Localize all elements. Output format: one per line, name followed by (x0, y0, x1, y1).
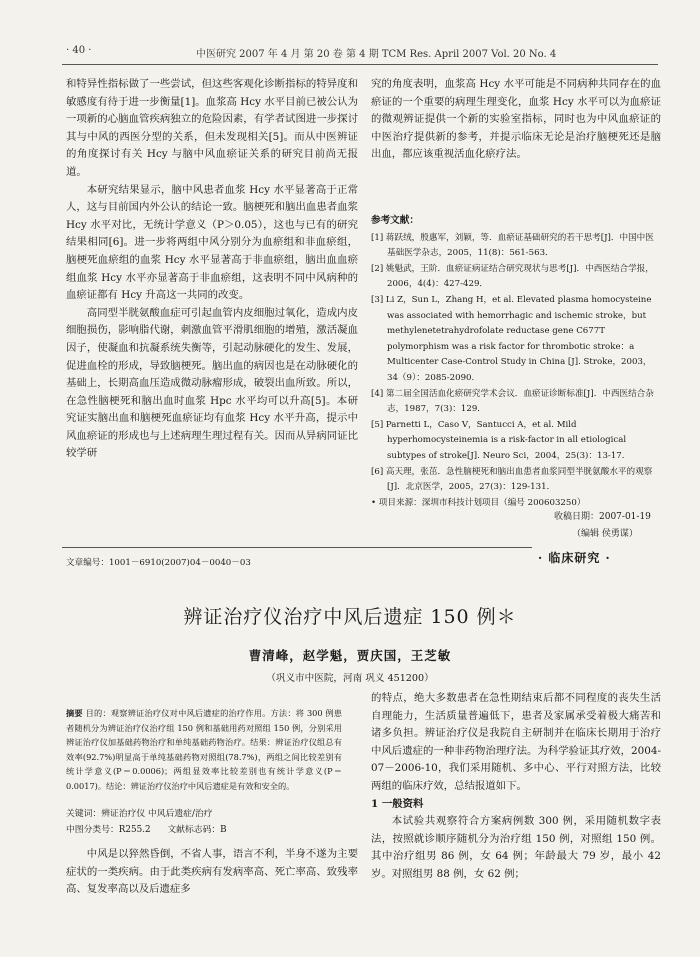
references-title: 参考文献： (371, 215, 419, 226)
classification (66, 822, 356, 835)
abstract-text: 目的：观察辨证治疗仪对中风后遗症的治疗作用。方法：将 300 例患者随机分为辨证治疗仪治疗组 150 例和基础用药对照组 150 例，分别采用辨证治疗仪加基础药物治疗和单纯基础药物治疗。结果：辨证治疗仪组总有效率(92.7%)明显高于单纯基础药物对照组(78.7%)，两组之间比较差别有统计学意义(P＝0.0006)；两组显效率比较差别也有统计学意义(P＝0.0017)。结论：辨证治疗仪治疗中风后遗症是有效和安全的。 (66, 708, 342, 791)
clc-number: 中图分类号：R255.2 (66, 825, 151, 835)
fund-note: • 项目来源：深圳市科技计划项目（编号 200603250） (371, 497, 586, 508)
intro-left-column (66, 846, 358, 899)
section-heading: 1 一般资料 (371, 797, 424, 810)
article-title: 辨证治疗仪治疗中风后遗症 150 例＊ (183, 606, 517, 628)
journal-info: 中医研究 2007 年 4 月 第 20 卷 第 4 期 TCM Res. April 2007 Vol. 20 No. 4 (196, 49, 557, 60)
paragraph: 中风是以猝然昏倒，不省人事，语言不利，半身不遂为主要症状的一类疾病。由于此类疾病有发病率高、死亡率高、致残率高、复发率高以及后遗症多 (66, 848, 358, 896)
reference-item: [6] 高天理，张茁．急性脑梗死和脑出血患者血浆同型半胱氨酸水平的观察[J]．北京医学，2005，27(3)：129-131． (371, 466, 653, 493)
reference-item: [4] 第二届全国活血化瘀研究学术会议．血瘀证诊断标准[J]．中西医结合杂志，1987，7(3)：129． (371, 388, 654, 415)
section-rule (62, 547, 532, 548)
header-rule (62, 64, 658, 65)
paragraph: 本试验共观察符合方案病例数 300 例，采用随机数字表法，按照就诊顺序随机分为治疗组 150 例，对照组 150 例。其中治疗组男 86 例，女 64 例；年龄最大 79 岁，最小 42 岁。对照组男 88 例，女 62 例； (371, 815, 661, 880)
affiliation: （巩义市中医院，河南 巩义 451200） (266, 673, 434, 684)
article-number: 文章编号：1001－6910(2007)04－0040－03 (66, 558, 251, 568)
authors: 曹清峰，赵学魁，贾庆国，王芝敏 (248, 648, 452, 663)
paragraph: 本研究结果显示，脑中风患者血浆 Hcy 水平显著高于正常人，这与目前国内外公认的结论一致。脑梗死和脑出血患者血浆 Hcy 水平对比，无统计学意义（P＞0.05），这也与已有的研究结果相同[6]。进一步将两组中风分别分为血瘀组和非血瘀组，脑梗死血瘀组的血浆 Hcy 水平显著高于非血瘀组，脑出血血瘀组血浆 Hcy 水平亦显著高于非血瘀组，这表明不同中风病种的血瘀证都有 Hcy 升高这一共同的改变。 (66, 183, 358, 302)
paragraph: 高同型半胱氨酸血症可引起血管内皮细胞过氧化，造成内皮细胞损伤，影响脂代谢，刺激血管平滑肌细胞的增殖，激活凝血因子，使凝血和抗凝系统失衡等，引起动脉硬化的发生、发展，促进血栓的形成，导致脑梗死。脑出血的病因也是在动脉硬化的基础上，长期高血压造成微动脉瘤形成，破裂出血所致。所以，在急性脑梗死和脑出血时血浆 Hpc 水平均可以升高[5]。本研究证实脑出血和脑梗死血瘀证均有血浆 Hcy 水平升高，提示中风血瘀证的形成也与上述病理生理过程有关。因而从异病同证比较学研 (66, 306, 358, 460)
reference-item: [3] Li Z，Sun L，Zhang H，et al. Elevated plasma homocysteine was associated with hemorrhagic and ischemic stroke，but methylenetetrahydrofolate reductase gene C677T polymorphism was a risk factor for thrombotic stroke：a Multicenter Case-Control Study in China [J]. Stroke，2003，34（9）：2085-2090. (371, 294, 652, 383)
keywords: 关键词：辨证治疗仪 中风后遗症/治疗 (66, 809, 213, 819)
received-date: 收稿日期：2007-01-19 (554, 512, 651, 522)
paragraph: 和特异性指标做了一些尝试，但这些客观化诊断指标的特异度和敏感度有待于进一步衡量[1]。血浆高 Hcy 水平目前已被公认为一项新的心脑血管疾病独立的危险因素，有学者试图进一步探讨其与中风的西医分型的关系，但未发现相关[5]。而从中医辨证的角度探讨有关 Hcy 与脑中风血瘀证关系的研究目前尚无报道。 (66, 78, 358, 178)
document-code: 文献标志码：B (167, 825, 227, 835)
running-head (66, 45, 656, 61)
page-number: · 40 · (66, 45, 92, 56)
reference-item: [2] 姚魁武，王阶．血瘀证病证结合研究现状与思考[J]．中西医结合学报，2006，4(4)：427-429． (371, 263, 654, 290)
reference-item: [5] Parnetti L，Caso V，Santucci A，et al. Mild hyperhomocysteinemia is a risk-factor in all etiological subtypes of stroke[J]. Neuro Sci，2004，25(3)：13-17. (371, 419, 627, 461)
discussion-right-column (371, 76, 661, 164)
abstract (66, 706, 342, 794)
references (371, 213, 661, 511)
editor-note: （编辑 侯勇谋） (572, 529, 638, 539)
section-label: · 临床研究 · (538, 551, 611, 565)
paragraph: 究的角度表明，血浆高 Hcy 水平可能是不同病种共同存在的血瘀证的一个重要的病理生理变化，血浆 Hcy 水平可以为血瘀证的微观辨证提供一个新的实验室指标，同时也为中风血瘀证的中医治疗提供新的参考，并提示临床无论是治疗脑梗死还是脑出血，都应该重视活血化瘀疗法。 (371, 78, 661, 161)
discussion-left-column (66, 76, 358, 463)
reference-item: [1] 蒋跃绒，殷惠军，刘颖，等．血瘀证基础研究的若干思考[J]．中国中医基础医学杂志，2005，11(8)：561-563． (371, 232, 654, 259)
abstract-label: 摘要 (66, 708, 83, 718)
paragraph: 的特点，绝大多数患者在急性期结束后都不同程度的丧失生活自理能力，生活质量普遍低下，患者及家属承受着极大痛苦和诸多负担。辨证治疗仪是我院自主研制并在临床长期用于治疗中风后遗症的一种非药物治理疗法。为科学验证其疗效，2004-07－2006-10，我们采用随机、多中心、平行对照方法，比较两组的临床疗效，总结报道如下。 (371, 692, 661, 792)
intro-right-column (371, 690, 661, 884)
